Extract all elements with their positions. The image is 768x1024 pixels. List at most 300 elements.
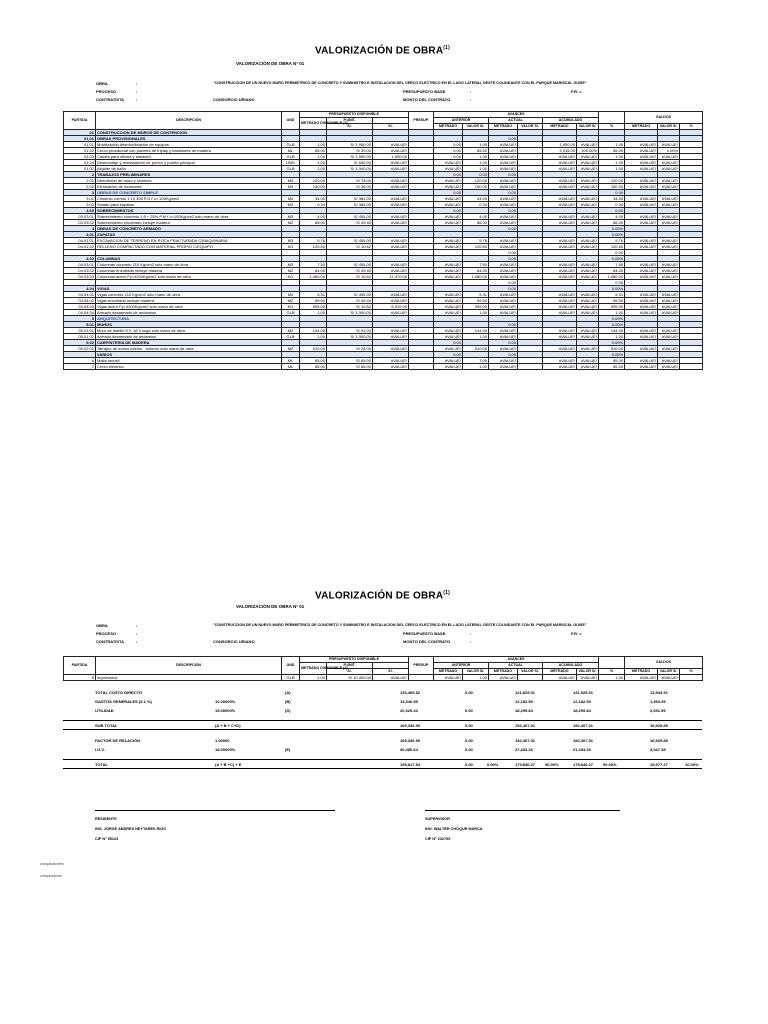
- col-valor-sal: VALOR S/.: [658, 124, 680, 130]
- cell-descripcion: RELLENO COMPACTADO CON MATERIAL PROPIO C/EQUIPO: [96, 244, 282, 250]
- table-cell: #VALUE!: [373, 364, 409, 370]
- totals-acu: 152,407.01: [573, 738, 594, 743]
- table-row: [64, 364, 703, 370]
- table-cell: #VALUE!: [373, 148, 409, 154]
- table-cell: #VALUE!: [658, 328, 680, 334]
- table-cell: S/ 49.40: [327, 220, 373, 226]
- cell-partida: 3.02: [64, 202, 96, 208]
- cell-partida: 01.03: [64, 154, 96, 160]
- col-blank: [599, 112, 625, 124]
- cell-partida: 7: [64, 364, 96, 370]
- totals-pct-acu: 90.00%: [603, 762, 617, 767]
- colon: :: [136, 89, 138, 94]
- cell-descripcion: CARPINTERIA DE MADERA: [96, 340, 282, 346]
- table-cell: S/ 650.00: [327, 160, 373, 166]
- table-cell: #VALUE!: [373, 328, 409, 334]
- cell-descripcion: Sobrecimiento encofrado incluye madera: [96, 220, 282, 226]
- col-presupuesto: PRESUPUESTO DISPONIBLE: [300, 657, 409, 663]
- cell-partida: 3.01: [64, 196, 96, 202]
- col-soles: S/.: [327, 124, 373, 130]
- proceso-label: PROCESO: [96, 89, 117, 94]
- table-cell: #VALUE!: [489, 148, 518, 154]
- cell-partida: 05.01.02: [64, 334, 96, 340]
- totals-pct-act: 90.00%: [545, 762, 559, 767]
- table-cell: #VALUE!: [489, 154, 518, 160]
- table-cell: #VALUE!: [489, 262, 518, 268]
- table-cell: 120.50: [599, 244, 625, 250]
- table-cell: S/ 10,400.00: [327, 675, 373, 681]
- table-cell: #VALUE!: [373, 675, 409, 681]
- totals-pct: 1.00000: [215, 738, 230, 743]
- table-cell: #VALUE!: [543, 202, 577, 208]
- table-cell: [409, 675, 434, 681]
- cell-descripcion: OBRAS DE CONCRETO ARMADO: [96, 226, 282, 232]
- table-cell: #VALUE!: [658, 334, 680, 340]
- table-cell: #VALUE!: [543, 364, 577, 370]
- cell-descripcion: Movilización desmovilización de equipos: [96, 142, 282, 148]
- table-cell: 0.00: [489, 286, 518, 292]
- table-cell: 510.00: [599, 346, 625, 352]
- totals-label: GASTOS GENERALES (5.1 %): [95, 699, 152, 704]
- table-cell: #VALUE!: [434, 268, 463, 274]
- table-cell: ML: [282, 148, 300, 154]
- table-cell: #VALUE!: [625, 298, 658, 304]
- table-cell: M2: [282, 328, 300, 334]
- table-cell: #VALUE!: [658, 310, 680, 316]
- table-cell: M3: [282, 262, 300, 268]
- table-cell: #VALUE!: [625, 202, 658, 208]
- table-cell: #VALUE!: [625, 268, 658, 274]
- table-cell: #VALUE!: [373, 196, 409, 202]
- totals-presup: 20,320.43: [400, 708, 418, 713]
- totals-sal: 1,354.39: [650, 699, 666, 704]
- cell-descripcion: Cerco electrico: [96, 364, 282, 370]
- table-body: [64, 130, 703, 370]
- table-cell: S/ 91.00: [327, 328, 373, 334]
- colon: :: [136, 81, 138, 86]
- table-cell: #VALUE!: [373, 220, 409, 226]
- col-partida: PARTIDA: [64, 112, 96, 130]
- title-text: VALORIZACIÓN DE OBRA: [315, 590, 444, 602]
- col-valor-act: VALOR S/.: [518, 669, 543, 675]
- table-cell: 7.50: [300, 262, 327, 268]
- col-descripcion: DESCRIPCIÓN: [96, 657, 282, 675]
- table-cell: #VALUE!: [658, 220, 680, 226]
- sheet-page-2: [63, 590, 702, 890]
- table-cell: S/ 49.40: [327, 268, 373, 274]
- table-cell: 1.00: [300, 166, 327, 172]
- table-cell: #VALUE!: [625, 142, 658, 148]
- table-cell: #VALUE!: [434, 160, 463, 166]
- colon: :: [136, 623, 138, 628]
- contratista-value: CONSORCIO URIANO: [213, 639, 255, 644]
- table-cell: #VALUE!: [489, 160, 518, 166]
- table-cell: 510.00: [300, 346, 327, 352]
- table-cell: #VALUE!: [434, 358, 463, 364]
- table-cell: M2: [282, 220, 300, 226]
- table-cell: S/ 384.00: [327, 196, 373, 202]
- col-presup: PRESUP.: [409, 112, 434, 130]
- table-cell: #VALUE!: [434, 244, 463, 250]
- table-cell: 0.34: [300, 202, 327, 208]
- table-cell: #VALUE!: [373, 334, 409, 340]
- table-cell: 595.00: [599, 304, 625, 310]
- table-cell: #VALUE!: [489, 214, 518, 220]
- table-cell: #VALUE!: [434, 178, 463, 184]
- table-cell: 0.00: [434, 172, 463, 178]
- table-cell: S/ 1,300.00: [327, 166, 373, 172]
- table-cell: 150.00: [599, 184, 625, 190]
- cell-partida: 04.04.01: [64, 292, 96, 298]
- table-cell: 84.00: [463, 268, 489, 274]
- totals-sal: 16,929.89: [650, 723, 668, 728]
- table-cell: 1.00: [599, 334, 625, 340]
- cell-descripcion: VIGAS: [96, 286, 282, 292]
- table-cell: 0.00%: [599, 226, 625, 232]
- cell-descripcion: VARIOS: [96, 352, 282, 358]
- table-cell: #VALUE!: [373, 268, 409, 274]
- table-cell: 1,080.00: [599, 274, 625, 280]
- table-cell: #VALUE!: [577, 214, 599, 220]
- table-cell: 85.00: [300, 364, 327, 370]
- table-cell: #VALUE!: [577, 160, 599, 166]
- table-cell: #VALUE!: [543, 196, 577, 202]
- table-cell: #VALUE!: [577, 184, 599, 190]
- table-cell: 100.00%: [577, 148, 599, 154]
- table-cell: #VALUE!: [658, 304, 680, 310]
- table-cell: S/ 1,950.00: [327, 154, 373, 160]
- col-soles: S/.: [373, 124, 409, 130]
- supervisor-role: SUPERVISOR: [425, 817, 450, 821]
- cell-partida: 01: [64, 130, 96, 136]
- table-cell: 0.00: [489, 280, 518, 286]
- cell-descripcion: EXCAVACION DE TERRENO EN ROCA FRACTURADA C/MAQUINARIA: [96, 238, 282, 244]
- table-cell: #VALUE!: [543, 292, 577, 298]
- table-cell: 4.00: [599, 214, 625, 220]
- table-cell: #VALUE!: [434, 304, 463, 310]
- table-cell: #VALUE!: [577, 364, 599, 370]
- table-cell: #VALUE!: [577, 220, 599, 226]
- col-avances: AVANCES: [434, 657, 599, 663]
- cell-partida: 01.01: [64, 136, 96, 142]
- table-cell: #VALUE!: [373, 166, 409, 172]
- table-cell: KG: [282, 244, 300, 250]
- table-cell: S/ 28.00: [327, 346, 373, 352]
- table-cell: 5.31: [599, 292, 625, 298]
- table-cell: 59.50: [463, 298, 489, 304]
- table-cell: #VALUE!: [373, 244, 409, 250]
- totals-act: 12,182.50: [515, 699, 533, 704]
- contratista-value: CONSORCIO URIANO: [213, 97, 255, 102]
- cell-partida: 05.02.01: [64, 346, 96, 352]
- table-cell: 5.76: [300, 238, 327, 244]
- colon: :: [136, 631, 138, 636]
- table-cell: S/ 78.00: [327, 178, 373, 184]
- table-cell: 0.00%: [599, 316, 625, 322]
- totals-presup: 169,336.90: [400, 723, 421, 728]
- table-cell: #VALUE!: [543, 220, 577, 226]
- table-cell: 1.00: [599, 154, 625, 160]
- totals-label: TOTAL COSTO DIRECTO: [95, 690, 143, 695]
- col-valor-acu: VALOR S/.: [577, 669, 599, 675]
- cell-partida: 5.01: [64, 322, 96, 328]
- table-cell: [680, 364, 703, 370]
- table-cell: #VALUE!: [543, 166, 577, 172]
- monto-label: MONTO DEL CONTRATO: [403, 639, 451, 644]
- table-cell: #VALUE!: [658, 274, 680, 280]
- colon: :: [136, 639, 138, 644]
- table-cell: 510.00: [463, 346, 489, 352]
- table-cell: #VALUE!: [543, 274, 577, 280]
- table-cell: #VALUE!: [489, 268, 518, 274]
- table-cell: #VALUE!: [434, 220, 463, 226]
- table-cell: S/ 455.00: [327, 214, 373, 220]
- totals-presup: 13,346.95: [400, 699, 418, 704]
- totals-block: [95, 690, 702, 790]
- table-cell: 34.00: [463, 196, 489, 202]
- totals-row: [95, 708, 702, 714]
- table-cell: #VALUE!: [625, 154, 658, 160]
- col-und: UND: [282, 112, 300, 130]
- table-cell: #VALUE!: [577, 154, 599, 160]
- table-cell: #VALUE!: [489, 142, 518, 148]
- col-metrado: METRADO DISPONIBLE (2): [300, 663, 327, 675]
- table-cell: #VALUE!: [658, 184, 680, 190]
- table-cell: #VALUE!: [543, 184, 577, 190]
- table-cell: 1.00: [463, 154, 489, 160]
- table-cell: #VALUE!: [625, 304, 658, 310]
- totals-act: 121,825.01: [515, 690, 536, 695]
- table-cell: #VALUE!: [658, 160, 680, 166]
- cell-partida: 5: [64, 316, 96, 322]
- cell-descripcion: Desmontaje y reinstalación de porton y puerta principal: [96, 160, 282, 166]
- table-cell: #VALUE!: [373, 346, 409, 352]
- cell-descripcion: Cimiento corrido 1:10 305 P.G f´c= 100Kg/cm2: [96, 196, 282, 202]
- table-cell: [518, 364, 543, 370]
- table-cell: #VALUE!: [489, 304, 518, 310]
- table-cell: #VALUE!: [577, 178, 599, 184]
- totals-acu: 18,299.84: [573, 708, 591, 713]
- table-cell: #VALUE!: [658, 358, 680, 364]
- totals-ant: 0.00: [465, 723, 473, 728]
- table-cell: #VALUE!: [658, 244, 680, 250]
- table-cell: #VALUE!: [543, 238, 577, 244]
- table-cell: #VALUE!: [489, 358, 518, 364]
- table-cell: 7.00: [463, 358, 489, 364]
- cell-descripcion: Muro de ladrillo K.K 18 h soga solo mano de obra: [96, 328, 282, 334]
- table-cell: 0.00: [599, 250, 625, 256]
- cell-partida: 4.03: [64, 256, 96, 262]
- table-cell: #VALUE!: [489, 238, 518, 244]
- obra-label: OBRA: [96, 81, 108, 86]
- table-cell: 595.00: [463, 304, 489, 310]
- table-cell: #VALUE!: [625, 292, 658, 298]
- table-cell: #VALUE!: [658, 196, 680, 202]
- table-cell: #VALUE!: [658, 364, 680, 370]
- cell-partida: 04.03.02: [64, 268, 96, 274]
- col-avances: AVANCES: [434, 112, 599, 118]
- table-cell: #VALUE!: [489, 202, 518, 208]
- table-cell: 120.00: [599, 178, 625, 184]
- resident-role: RESIDENTE: [95, 817, 117, 821]
- table-cell: 0.00: [489, 190, 518, 196]
- cell-partida: 5.02: [64, 340, 96, 346]
- footer-note-2: cnequezdente: [40, 874, 62, 878]
- table-cell: M3: [282, 196, 300, 202]
- table-cell: 0.00%: [658, 148, 680, 154]
- supervisor-name: ING. WALTER CHOQUE MARCA: [425, 827, 483, 831]
- table-cell: 0.00: [489, 136, 518, 142]
- cell-descripcion: CONSTRUCCION DE MUROS DE CONTENCION: [96, 130, 282, 136]
- resident-cip: CIP N° 55123: [95, 837, 119, 841]
- table-cell: 1.00: [300, 675, 327, 681]
- table-cell: 0.00: [489, 208, 518, 214]
- table-cell: [518, 675, 543, 681]
- table-cell: #VALUE!: [577, 292, 599, 298]
- table-cell: ML: [282, 358, 300, 364]
- table-cell: #VALUE!: [625, 148, 658, 154]
- table-cell: 1.00: [463, 160, 489, 166]
- table-cell: #VALUE!: [489, 274, 518, 280]
- table-cell: #VALUE!: [543, 334, 577, 340]
- table-cell: S/ 455.00: [327, 238, 373, 244]
- table-cell: M3: [282, 214, 300, 220]
- table-cell: #VALUE!: [658, 142, 680, 148]
- col-pct-sal: %: [680, 669, 703, 675]
- table-cell: 0.34: [463, 202, 489, 208]
- table-cell: S/ 1,300.00: [327, 310, 373, 316]
- cell-descripcion: Columnas acero Fy=4200Kg/cm2 solo mano de obra: [96, 274, 282, 280]
- totals-presup: 30,480.64: [400, 747, 418, 752]
- fr-label: F.R. =: [571, 89, 582, 94]
- table-cell: 85.00: [599, 358, 625, 364]
- table-cell: GLB: [282, 334, 300, 340]
- cell-partida: 8: [64, 675, 96, 681]
- totals-ant: 0.00: [465, 690, 473, 695]
- table-cell: #VALUE!: [373, 184, 409, 190]
- totals-code: (B): [285, 699, 291, 704]
- supervisor-cip: CIP N° 232705: [425, 837, 451, 841]
- table-cell: 144.00: [599, 328, 625, 334]
- table-cell: 0.00: [434, 208, 463, 214]
- colon: :: [136, 97, 138, 102]
- totals-ant: 0.00: [465, 747, 473, 752]
- table-cell: ML: [282, 364, 300, 370]
- table-cell: 59.50: [599, 298, 625, 304]
- table-cell: #VALUE!: [434, 274, 463, 280]
- proceso-label: PROCESO: [96, 631, 117, 636]
- table-cell: 4.00: [300, 214, 327, 220]
- table-cell: S/ 39.00: [327, 148, 373, 154]
- signature-left: [95, 810, 345, 841]
- cell-descripcion: Malla rachell: [96, 358, 282, 364]
- table-cell: #VALUE!: [625, 274, 658, 280]
- table-cell: 1.00: [463, 334, 489, 340]
- table-cell: #VALUE!: [489, 166, 518, 172]
- col-valor-ant: VALOR S/.: [463, 669, 489, 675]
- table-cell: #VALUE!: [489, 220, 518, 226]
- table-cell: #VALUE!: [489, 334, 518, 340]
- table-cell: 0.00: [489, 322, 518, 328]
- cell-partida: 03.03.01: [64, 214, 96, 220]
- cell-descripcion: Eliminación de desmonte: [96, 184, 282, 190]
- table-cell: 1.00: [599, 166, 625, 172]
- cell-partida: 04.01.01: [64, 238, 96, 244]
- table-cell: #VALUE!: [489, 298, 518, 304]
- col-actual: ACTUAL: [489, 663, 543, 669]
- table-cell: #VALUE!: [577, 334, 599, 340]
- totals-act: 27,433.26: [515, 747, 533, 752]
- table-cell: 5.31: [300, 292, 327, 298]
- contratista-label: CONTRATISTA: [96, 639, 125, 644]
- table-cell: S/ 1,300.00: [327, 334, 373, 340]
- table-cell: #VALUE!: [489, 346, 518, 352]
- table-cell: 0.00: [434, 340, 463, 346]
- footer-note-1: cnequezdentes: [40, 862, 64, 866]
- sheet-title: [63, 590, 702, 601]
- table-cell: 0.00: [434, 352, 463, 358]
- table-header: [64, 112, 703, 130]
- cell-partida: 6: [64, 358, 96, 364]
- col-pct: %: [599, 124, 625, 130]
- table-cell: #VALUE!: [577, 675, 599, 681]
- table-cell: 6,319.00: [373, 304, 409, 310]
- colon: :: [470, 97, 472, 102]
- table-cell: 120.00: [300, 178, 327, 184]
- cell-descripcion: Armado,desarmado de andamios: [96, 334, 282, 340]
- table-cell: 59.50: [300, 298, 327, 304]
- totals-acu: 179,840.27: [573, 762, 594, 767]
- cell-descripcion: Vigas encofrado incluye madera: [96, 298, 282, 304]
- totals-acu: 21,433.26: [573, 747, 591, 752]
- cell-partida: 01.04: [64, 160, 96, 166]
- table-cell: #VALUE!: [577, 268, 599, 274]
- cell-descripcion: Alquiler de baño: [96, 166, 282, 172]
- cell-descripcion: Columnas concreto 210 Kg/cm2 solo mano de obra: [96, 262, 282, 268]
- col-valor-sal: VALOR S/.: [658, 669, 680, 675]
- obra-label: OBRA: [96, 623, 108, 628]
- table-cell: 85.00: [300, 148, 327, 154]
- totals-act: 179,840.27: [515, 762, 536, 767]
- table-cell: #VALUE!: [373, 214, 409, 220]
- table-cell: 1,950.00: [543, 142, 577, 148]
- table-cell: 84.00: [300, 268, 327, 274]
- table-cell: 1.00: [300, 310, 327, 316]
- cell-partida: 04.04.02: [64, 298, 96, 304]
- table-cell: KG: [282, 274, 300, 280]
- sheet-page-1: [63, 45, 702, 490]
- table-cell: 1.00: [300, 154, 327, 160]
- totals-act: 152,407.01: [515, 738, 536, 743]
- table-cell: #VALUE!: [543, 675, 577, 681]
- table-cell: #VALUE!: [543, 154, 577, 160]
- table-cell: #VALUE!: [434, 196, 463, 202]
- table-cell: #VALUE!: [373, 142, 409, 148]
- cell-descripcion: TRABAJOS PRELIMINARES: [96, 172, 282, 178]
- table-cell: M2: [282, 346, 300, 352]
- totals-sal: 2,031.59: [650, 708, 666, 713]
- totals-row: [95, 723, 702, 729]
- table-cell: #VALUE!: [489, 310, 518, 316]
- table-cell: M3: [282, 184, 300, 190]
- table-cell: #VALUE!: [625, 178, 658, 184]
- table-cell: 0.00%: [599, 340, 625, 346]
- table-cell: #VALUE!: [625, 244, 658, 250]
- col-punit: P.UNIT.: [327, 663, 373, 669]
- table-cell: #VALUE!: [489, 178, 518, 184]
- table-cell: #VALUE!: [577, 166, 599, 172]
- colon: :: [470, 631, 472, 636]
